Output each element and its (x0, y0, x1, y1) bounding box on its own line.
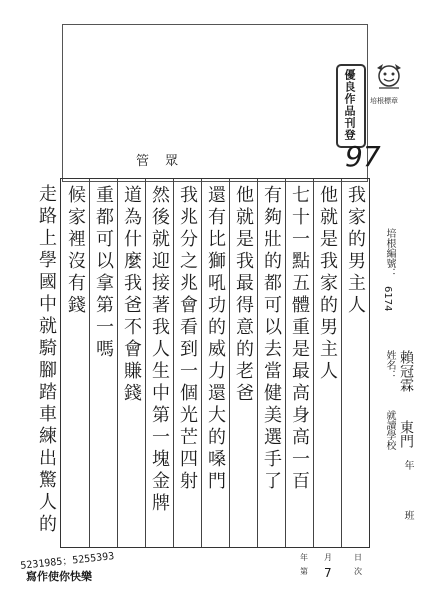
text-column-2: 七十一點五體重是最高身高一百 (289, 185, 310, 493)
text-column-9: 重都可以拿第一嗎 (93, 185, 114, 361)
score: 97 (345, 140, 381, 173)
grade-label: 年 (402, 460, 413, 470)
text-column-4: 他就是我最得意的老爸 (233, 185, 254, 405)
stamp-label: 培根標章 (370, 97, 398, 105)
grid-line (117, 179, 118, 547)
text-column-6: 我兆分之兆會看到一個光芒四射 (177, 185, 198, 493)
month-label: 月 (324, 553, 332, 562)
stamp-text: 優良作品刊登 (343, 69, 356, 141)
class-label: 班 (402, 510, 413, 520)
margin-info (380, 220, 420, 550)
text-column-1: 他就是我家的男主人 (317, 185, 338, 383)
text-column-8: 道為什麼我爸不會賺錢 (121, 185, 142, 405)
footer-slogan: 寫作使你快樂 (26, 570, 92, 583)
page-suffix: 次 (354, 567, 362, 576)
date-row (300, 552, 370, 562)
text-column-11: 走路上學國中就騎腳踏車練出驚人的 (36, 184, 57, 536)
footer-numbers: 5231985；5255393 (19, 551, 115, 572)
grid-line (257, 179, 258, 547)
page-number: 7 (324, 566, 332, 580)
text-column-10: 候家裡沒有錢 (65, 185, 86, 317)
publication-stamp (336, 64, 366, 148)
bacon-mascot-icon (369, 60, 409, 94)
author-name: 賴冠霖 (398, 350, 414, 392)
text-column-7: 然後就迎接著我人生中第一塊金牌 (149, 185, 170, 515)
grid-line (145, 179, 146, 547)
grid-line (89, 179, 90, 547)
text-column-3: 有夠壯的都可以去當健美選手了 (261, 185, 282, 493)
year-label: 年 (300, 553, 308, 562)
grid-line (173, 179, 174, 547)
school-label: 就讀學校 (384, 410, 395, 450)
id-value: 6174 (382, 286, 393, 312)
grid-line (201, 179, 202, 547)
school-name: 東門 (398, 420, 414, 448)
day-label: 日 (354, 553, 362, 562)
writing-grid (60, 178, 370, 548)
page-row (300, 566, 370, 578)
grid-line (285, 179, 286, 547)
drawing-area (62, 24, 368, 182)
id-label: 培根編號： (384, 228, 395, 278)
page-prefix: 第 (300, 567, 308, 576)
grid-line (341, 179, 342, 547)
grid-line (229, 179, 230, 547)
drawing-caption: 管 眾 (136, 154, 185, 169)
essay-title: 我家的男主人 (345, 185, 366, 317)
name-label: 姓名： (384, 350, 395, 380)
text-column-5: 還有比獅吼功的威力還大的嗓門 (205, 185, 226, 493)
grid-line (313, 179, 314, 547)
